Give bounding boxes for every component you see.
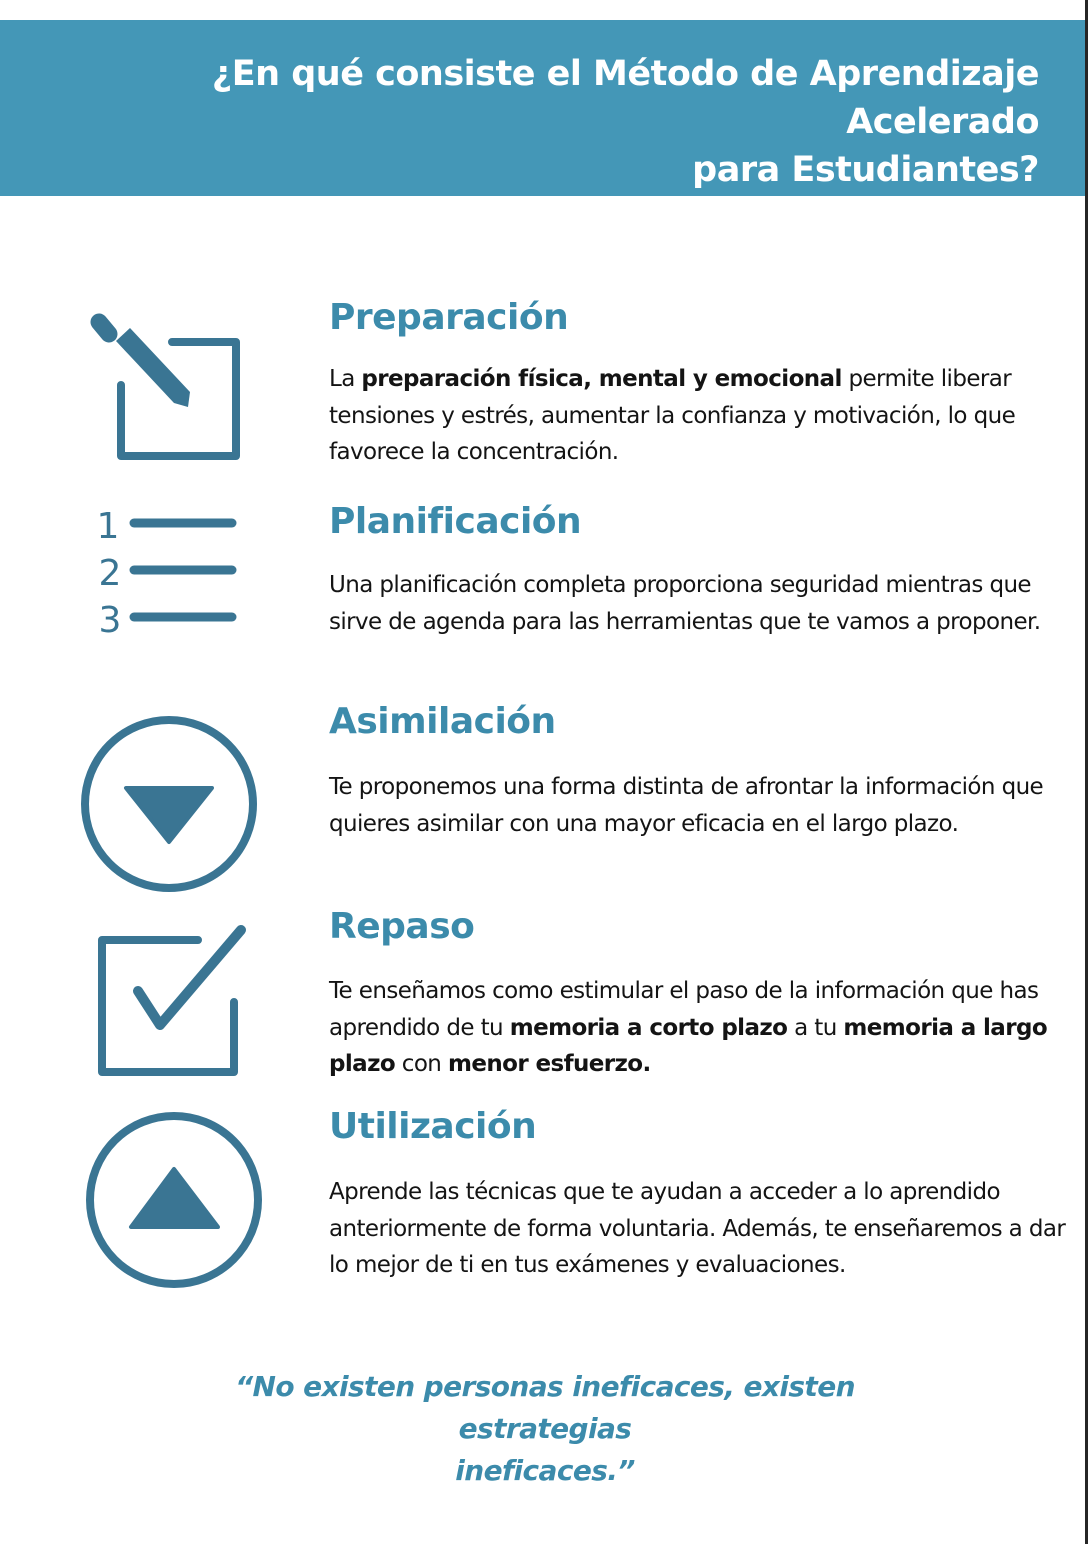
page-title-line-2: para Estudiantes? [692,150,1039,190]
section-utilizacion [329,1105,1081,1284]
text-run: Una planificación completa proporciona seguridad mientras que sirve de agenda para las herramientas que te vamos a proponer. [329,572,1041,635]
text-run: La [329,366,362,392]
text-run: Te enseñamos como estimular el paso de la información que has aprendido de tu [329,978,1039,1041]
quote-line-2: ineficaces.” [455,1454,635,1487]
section-title: Planificación [329,501,582,542]
text-run-bold: memoria a largo plazo [329,1014,1048,1077]
section-text [329,973,1081,1083]
checkbox-check-icon [94,920,254,1082]
circle-down-arrow-icon [78,713,260,895]
page-title-line-1: ¿En qué consiste el Método de Aprendizaje Acelerado [211,54,1039,142]
text-run: Te proponemos una forma distinta de afrontar la información que quieres asimilar con una mayor eficacia en el largo plazo. [329,774,1044,837]
list-number-2: 2 [98,553,122,594]
text-run-bold: preparación física, mental y emocional [361,366,842,392]
section-title: Repaso [329,906,475,947]
section-planificacion [329,500,1081,640]
header-banner [0,20,1085,196]
section-text [329,567,1081,640]
section-text [329,769,1081,842]
text-run: permite liberar tensiones y estrés, aumentar la confianza y motivación, lo que favorece la concentración. [329,366,1016,465]
circle-up-arrow-icon [82,1108,266,1292]
section-repaso [329,905,1081,1083]
text-run: con [395,1051,448,1077]
quote-line-1: “No existen personas ineficaces, existen estrategias [235,1370,855,1445]
section-title: Preparación [329,297,569,338]
text-run-bold: menor esfuerzo. [447,1051,651,1077]
text-run-bold: memoria a corto plazo [509,1014,788,1041]
section-text [329,361,1081,471]
pencil-square-icon [84,306,248,468]
list-number-3: 3 [98,600,122,640]
text-run: Aprende las técnicas que te ayudan a acceder a lo aprendido anteriormente de forma voluntaria. Además, te enseñaremos a dar lo mejor de ti en tus exámenes y evaluaciones. [329,1179,1066,1278]
page-title [60,50,1039,194]
quote [150,1366,940,1492]
section-preparacion [329,296,1081,471]
section-title: Utilización [329,1106,537,1147]
section-title: Asimilación [329,701,556,742]
section-text [329,1174,1081,1284]
numbered-list-icon [92,505,242,640]
list-number-1: 1 [96,506,120,547]
text-run: a tu [787,1014,844,1041]
section-asimilacion [329,700,1081,842]
